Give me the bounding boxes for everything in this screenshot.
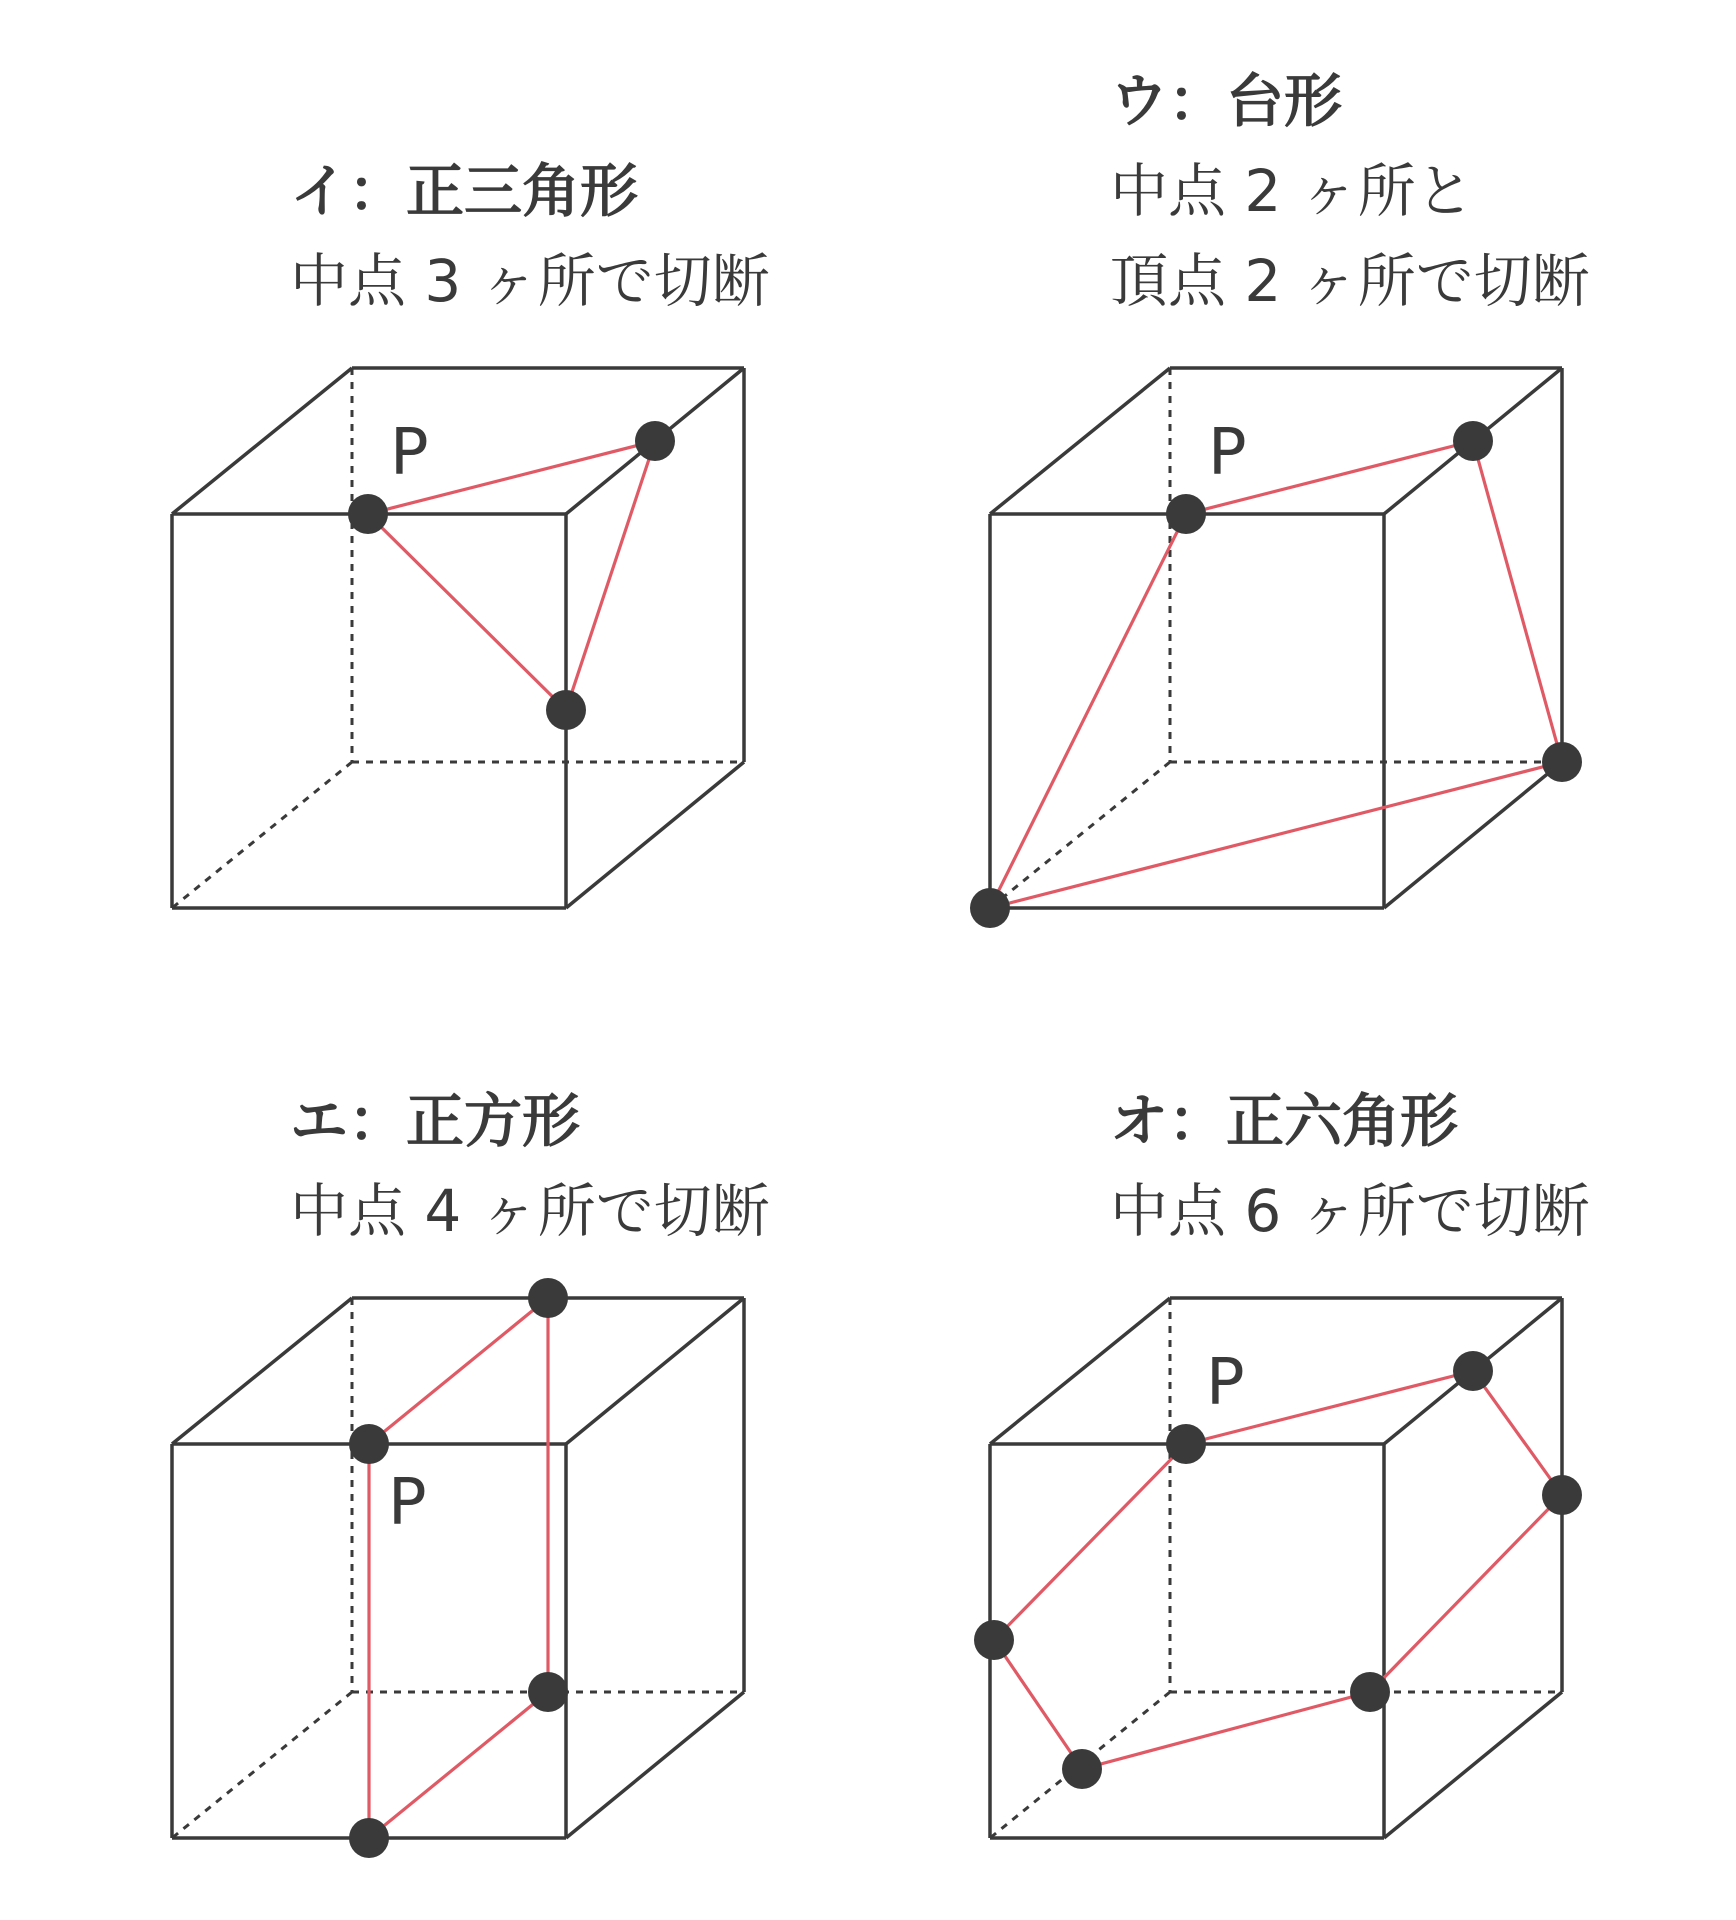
point-label-p: P [1208,416,1247,490]
cut-line [1473,1371,1562,1495]
point-label-p: P [388,1466,427,1540]
cut-point [1166,1424,1206,1464]
cube-edge [990,1298,1170,1444]
panel-description: 頂点 2 ヶ所で切断 [1110,247,1590,315]
panel-description: 中点 2 ヶ所と [1110,157,1474,225]
cube-edge [1384,1692,1562,1838]
cut-point [974,1620,1014,1660]
panel-title: イ：正三角形 [290,157,639,225]
panel-description: 中点 6 ヶ所で切断 [1110,1177,1590,1245]
panel-title: エ：正方形 [290,1087,581,1155]
cut-line [994,1444,1186,1640]
cut-point [1453,1351,1493,1391]
panel-title: オ：正六角形 [1110,1087,1459,1155]
cut-line [994,1640,1082,1769]
panel-title: ウ：台形 [1110,67,1343,135]
cut-line [1082,1692,1370,1769]
panel-description: 中点 3 ヶ所で切断 [290,247,770,315]
cut-line [1370,1495,1562,1692]
panel-description: 中点 4 ヶ所で切断 [290,1177,770,1245]
cut-point [1542,1475,1582,1515]
point-label-p: P [1206,1346,1245,1420]
point-label-p: P [390,416,429,490]
cut-point [1350,1672,1390,1712]
cut-point [1062,1749,1102,1789]
